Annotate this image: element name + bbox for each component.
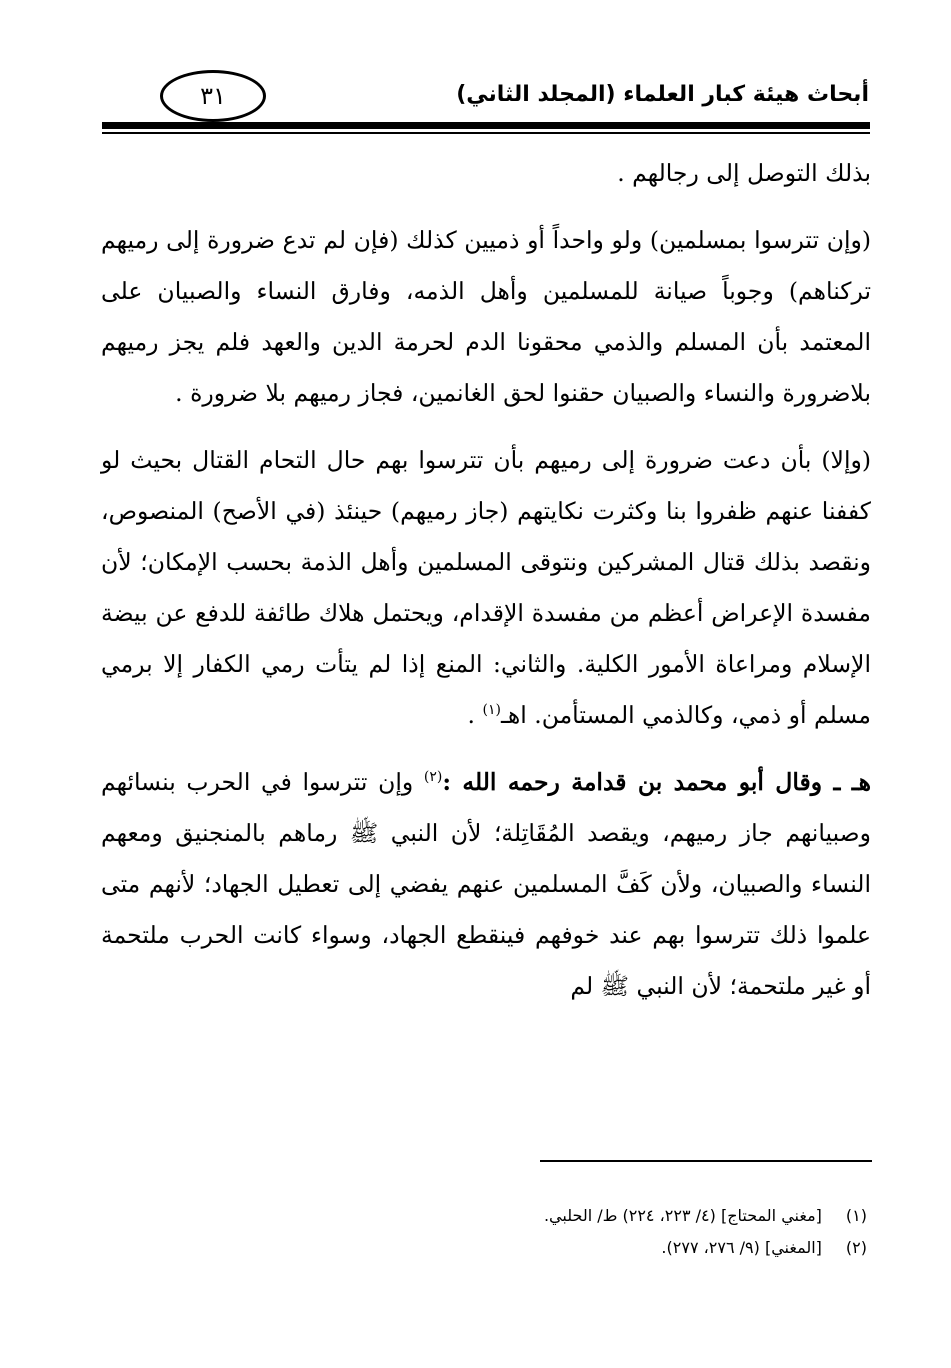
paragraph-1: بذلك التوصل إلى رجالهم .: [617, 159, 871, 187]
footnote-1: [107, 1200, 867, 1232]
footnote-text: [مغني المحتاج] (٤/ ٢٢٣، ٢٢٤) ط/ الحلبي.: [543, 1206, 822, 1225]
paragraph-4-text: وإن تترسوا في الحرب بنسائهم وصبيانهم جاز رميهم، ويقصد المُقَاتِلة؛ لأن النبي ﷺ رماهم بالمنجنيق ومعهم النساء والصبيان، ولأن كَفَّ المسلمين عنهم يفضي إلى تعطيل الجهاد؛ لأنهم متى علموا ذلك تترسوا بهم عند خوفهم فينقطع الجهاد، وسواء كانت الحرب ملتحمة أو غير ملتحمة؛ لأن النبي ﷺ لم: [101, 768, 871, 1000]
header-rule: [102, 122, 870, 129]
paragraph-3: [101, 435, 871, 741]
footnote-rule: [540, 1160, 872, 1162]
body-text: [101, 148, 871, 1012]
footnote-ref-1: (١): [482, 702, 501, 719]
paragraph-3-text: (وإلا) بأن دعت ضرورة إلى رميهم بأن تترسوا بهم حال التحام القتال بحيث لو كففنا عنهم ظفروا بنا وكثرت نكايتهم (جاز رميهم) حينئذ (في الأصح) المنصوص، ونقصد بذلك قتال المشركين ونتوقى المسلمين وأهل الذمة بحسب الإمكان؛ لأن مفسدة الإعراض أعظم من مفسدة الإقدام، ويحتمل هلاك طائفة للدفع عن بيضة الإسلام ومراعاة الأمور الكلية. والثاني: المنع إذا لم يتأت رمي الكفار إلا برمي مسلم أو ذمي، وكالذمي المستأمن. اهـ: [101, 446, 871, 729]
running-title: أبحاث هيئة كبار العلماء (المجلد الثاني): [456, 82, 869, 107]
footnotes: [107, 1200, 867, 1264]
paragraph-3-end: .: [467, 701, 483, 729]
footnote-number: (١): [845, 1206, 867, 1225]
footnote-2: [107, 1232, 867, 1264]
footnote-text: [المغني] (٩/ ٢٧٦، ٢٧٧).: [661, 1238, 822, 1257]
footnote-ref-2: (٢): [423, 769, 443, 786]
paragraph-2: (وإن تترسوا بمسلمين) ولو واحداً أو ذميين كذلك (فإن لم تدع ضرورة إلى رميهم تركناهم) وجوباً صيانة للمسلمين وأهل الذمه، وفارق النساء والصبيان على المعتمد بأن المسلم والذمي محقونا الدم لحرمة الدين والعهد فلم يجز رميهم بلاضرورة والنساء والصبيان حقنوا لحق الغانمين، فجاز رميهم بلا ضرورة .: [101, 226, 871, 407]
footnote-number: (٢): [845, 1238, 867, 1257]
quote-attribution: هـ ـ وقال أبو محمد بن قدامة رحمه الله :: [442, 768, 871, 796]
page-number: ٣١: [160, 70, 266, 122]
paragraph-4: [101, 757, 871, 1012]
header-rule-thin: [102, 132, 870, 134]
